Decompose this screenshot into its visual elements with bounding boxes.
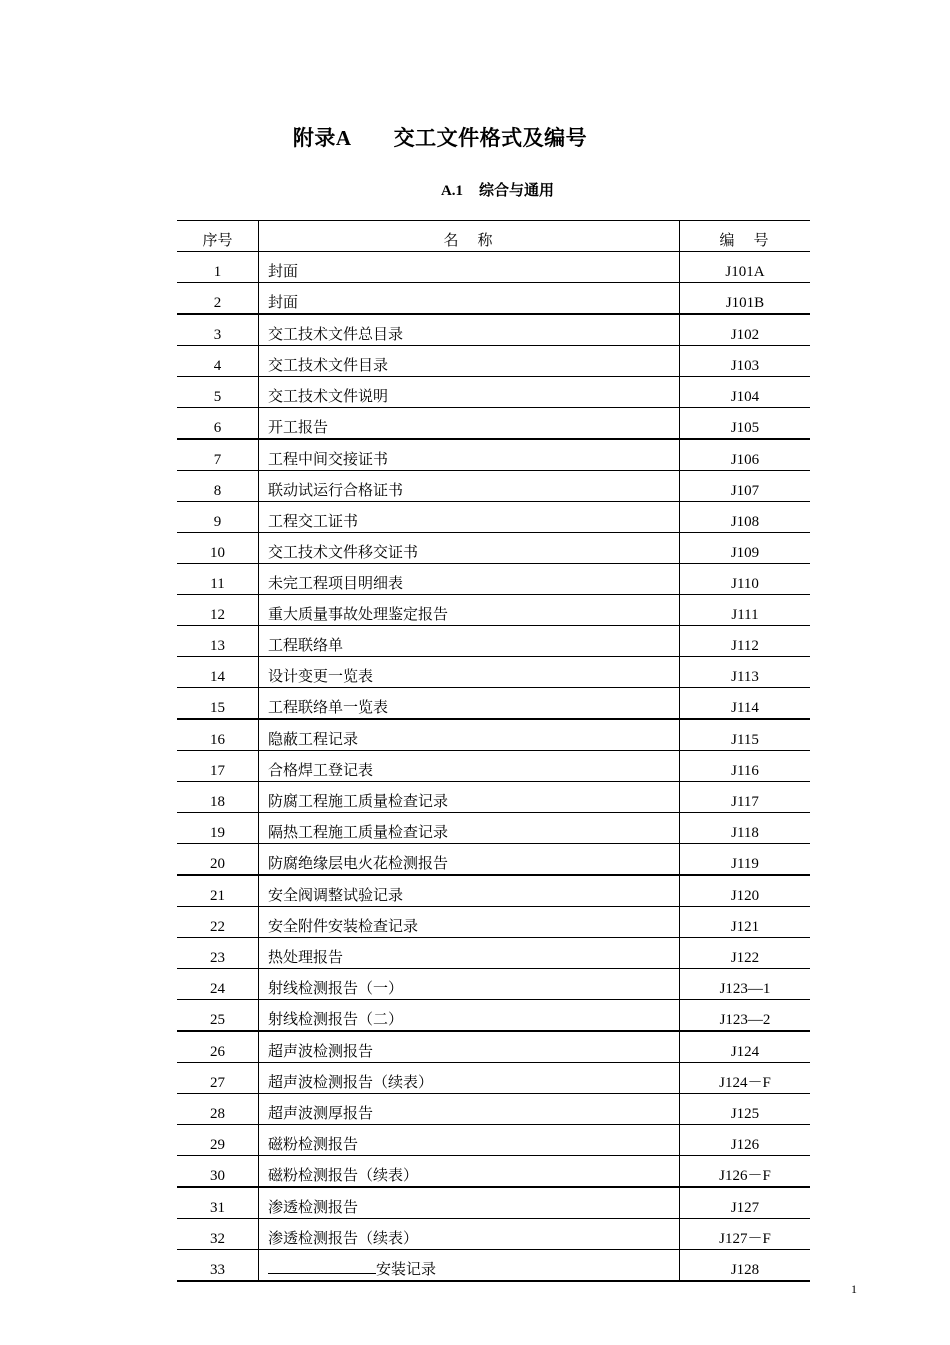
table-row [177,844,810,876]
table-row [177,688,810,720]
row-code: J106 [680,439,811,471]
row-name: 联动试运行合格证书 [259,471,680,502]
row-code: J125 [680,1094,811,1125]
table-row [177,283,810,315]
page-number: 1 [851,1282,857,1296]
table-row [177,782,810,813]
row-name: 设计变更一览表 [259,657,680,688]
row-code: J126－F [680,1156,811,1188]
table-row [177,1063,810,1094]
row-number: 30 [177,1156,259,1188]
row-number: 15 [177,688,259,720]
row-name: 未完工程项目明细表 [259,564,680,595]
row-number: 13 [177,626,259,657]
row-number: 4 [177,346,259,377]
row-code: J118 [680,813,811,844]
row-code: J124－F [680,1063,811,1094]
row-number: 11 [177,564,259,595]
row-name: 磁粉检测报告 [259,1125,680,1156]
row-name: 渗透检测报告（续表） [259,1219,680,1250]
table-row [177,471,810,502]
row-name: 重大质量事故处理鉴定报告 [259,595,680,626]
row-number: 24 [177,969,259,1000]
table-row [177,314,810,346]
table-row [177,1000,810,1032]
row-code: J107 [680,471,811,502]
table-row [177,533,810,564]
row-code: J113 [680,657,811,688]
row-number: 32 [177,1219,259,1250]
row-code: J108 [680,502,811,533]
row-name: 工程联络单一览表 [259,688,680,720]
table-row [177,377,810,408]
row-number: 25 [177,1000,259,1032]
row-code: J126 [680,1125,811,1156]
row-number: 12 [177,595,259,626]
row-code: J101B [680,283,811,315]
row-code: J123—2 [680,1000,811,1032]
table-row [177,439,810,471]
row-name: 封面 [259,283,680,315]
row-name: 工程中间交接证书 [259,439,680,471]
row-number: 22 [177,907,259,938]
row-number: 29 [177,1125,259,1156]
table-row [177,907,810,938]
section-number: A.1 [440,183,464,199]
row-name-text: 安装记录 [376,1262,437,1278]
table-row [177,1187,810,1219]
row-code: J116 [680,751,811,782]
row-name: 超声波测厚报告 [259,1094,680,1125]
row-number: 7 [177,439,259,471]
table-row [177,408,810,440]
row-name [259,1250,680,1282]
table-row [177,252,810,283]
row-code: J101A [680,252,811,283]
row-number: 26 [177,1031,259,1063]
row-number: 21 [177,875,259,907]
table-body [177,252,810,1282]
row-number: 31 [177,1187,259,1219]
table-row [177,1094,810,1125]
table-row [177,969,810,1000]
row-code: J105 [680,408,811,440]
row-number: 14 [177,657,259,688]
row-name: 交工技术文件说明 [259,377,680,408]
row-number: 19 [177,813,259,844]
table-row [177,1125,810,1156]
row-name: 开工报告 [259,408,680,440]
row-number: 9 [177,502,259,533]
table-row [177,751,810,782]
row-code: J104 [680,377,811,408]
row-number: 20 [177,844,259,876]
row-name: 热处理报告 [259,938,680,969]
document-format-table [177,220,810,1282]
row-code: J124 [680,1031,811,1063]
appendix-heading: 交工文件格式及编号 [393,126,588,150]
row-number: 8 [177,471,259,502]
row-name: 封面 [259,252,680,283]
appendix-title [0,122,880,152]
row-code: J120 [680,875,811,907]
row-code: J119 [680,844,811,876]
row-number: 17 [177,751,259,782]
table-row [177,626,810,657]
row-code: J114 [680,688,811,720]
row-name: 防腐绝缘层电火花检测报告 [259,844,680,876]
row-code: J121 [680,907,811,938]
table-row [177,502,810,533]
row-name: 防腐工程施工质量检查记录 [259,782,680,813]
section-heading: 综合与通用 [479,183,555,199]
appendix-label: 附录A [292,126,352,150]
header-no: 序号 [177,221,259,252]
table-header-row [177,221,810,252]
row-name: 射线检测报告（二） [259,1000,680,1032]
row-name: 交工技术文件移交证书 [259,533,680,564]
table-row [177,1219,810,1250]
row-name: 渗透检测报告 [259,1187,680,1219]
row-number: 10 [177,533,259,564]
row-number: 28 [177,1094,259,1125]
row-number: 18 [177,782,259,813]
row-name: 安全附件安装检查记录 [259,907,680,938]
row-name: 合格焊工登记表 [259,751,680,782]
fill-in-blank [268,1258,376,1274]
row-name: 磁粉检测报告（续表） [259,1156,680,1188]
row-code: J128 [680,1250,811,1282]
row-name: 安全阀调整试验记录 [259,875,680,907]
row-code: J110 [680,564,811,595]
row-code: J117 [680,782,811,813]
row-number: 33 [177,1250,259,1282]
table-row [177,875,810,907]
row-name: 隐蔽工程记录 [259,719,680,751]
row-code: J127－F [680,1219,811,1250]
row-number: 23 [177,938,259,969]
row-name: 交工技术文件总目录 [259,314,680,346]
row-code: J103 [680,346,811,377]
table-row [177,1031,810,1063]
table-row [177,719,810,751]
table-row [177,657,810,688]
table-row [177,938,810,969]
table-row [177,813,810,844]
row-code: J109 [680,533,811,564]
table-row [177,1156,810,1188]
row-name: 工程交工证书 [259,502,680,533]
row-number: 5 [177,377,259,408]
row-name: 射线检测报告（一） [259,969,680,1000]
table-row [177,595,810,626]
row-number: 16 [177,719,259,751]
table-row [177,1250,810,1282]
row-code: J115 [680,719,811,751]
row-number: 27 [177,1063,259,1094]
row-name: 隔热工程施工质量检查记录 [259,813,680,844]
row-code: J127 [680,1187,811,1219]
row-name: 交工技术文件目录 [259,346,680,377]
row-name: 超声波检测报告 [259,1031,680,1063]
row-name: 工程联络单 [259,626,680,657]
header-name: 名 称 [259,221,680,252]
row-code: J102 [680,314,811,346]
row-number: 6 [177,408,259,440]
row-name: 超声波检测报告（续表） [259,1063,680,1094]
row-number: 3 [177,314,259,346]
section-title [0,179,950,200]
row-code: J111 [680,595,811,626]
table-row [177,346,810,377]
row-code: J122 [680,938,811,969]
row-number: 1 [177,252,259,283]
header-code: 编 号 [680,221,811,252]
row-code: J112 [680,626,811,657]
row-number: 2 [177,283,259,315]
row-code: J123—1 [680,969,811,1000]
table-row [177,564,810,595]
